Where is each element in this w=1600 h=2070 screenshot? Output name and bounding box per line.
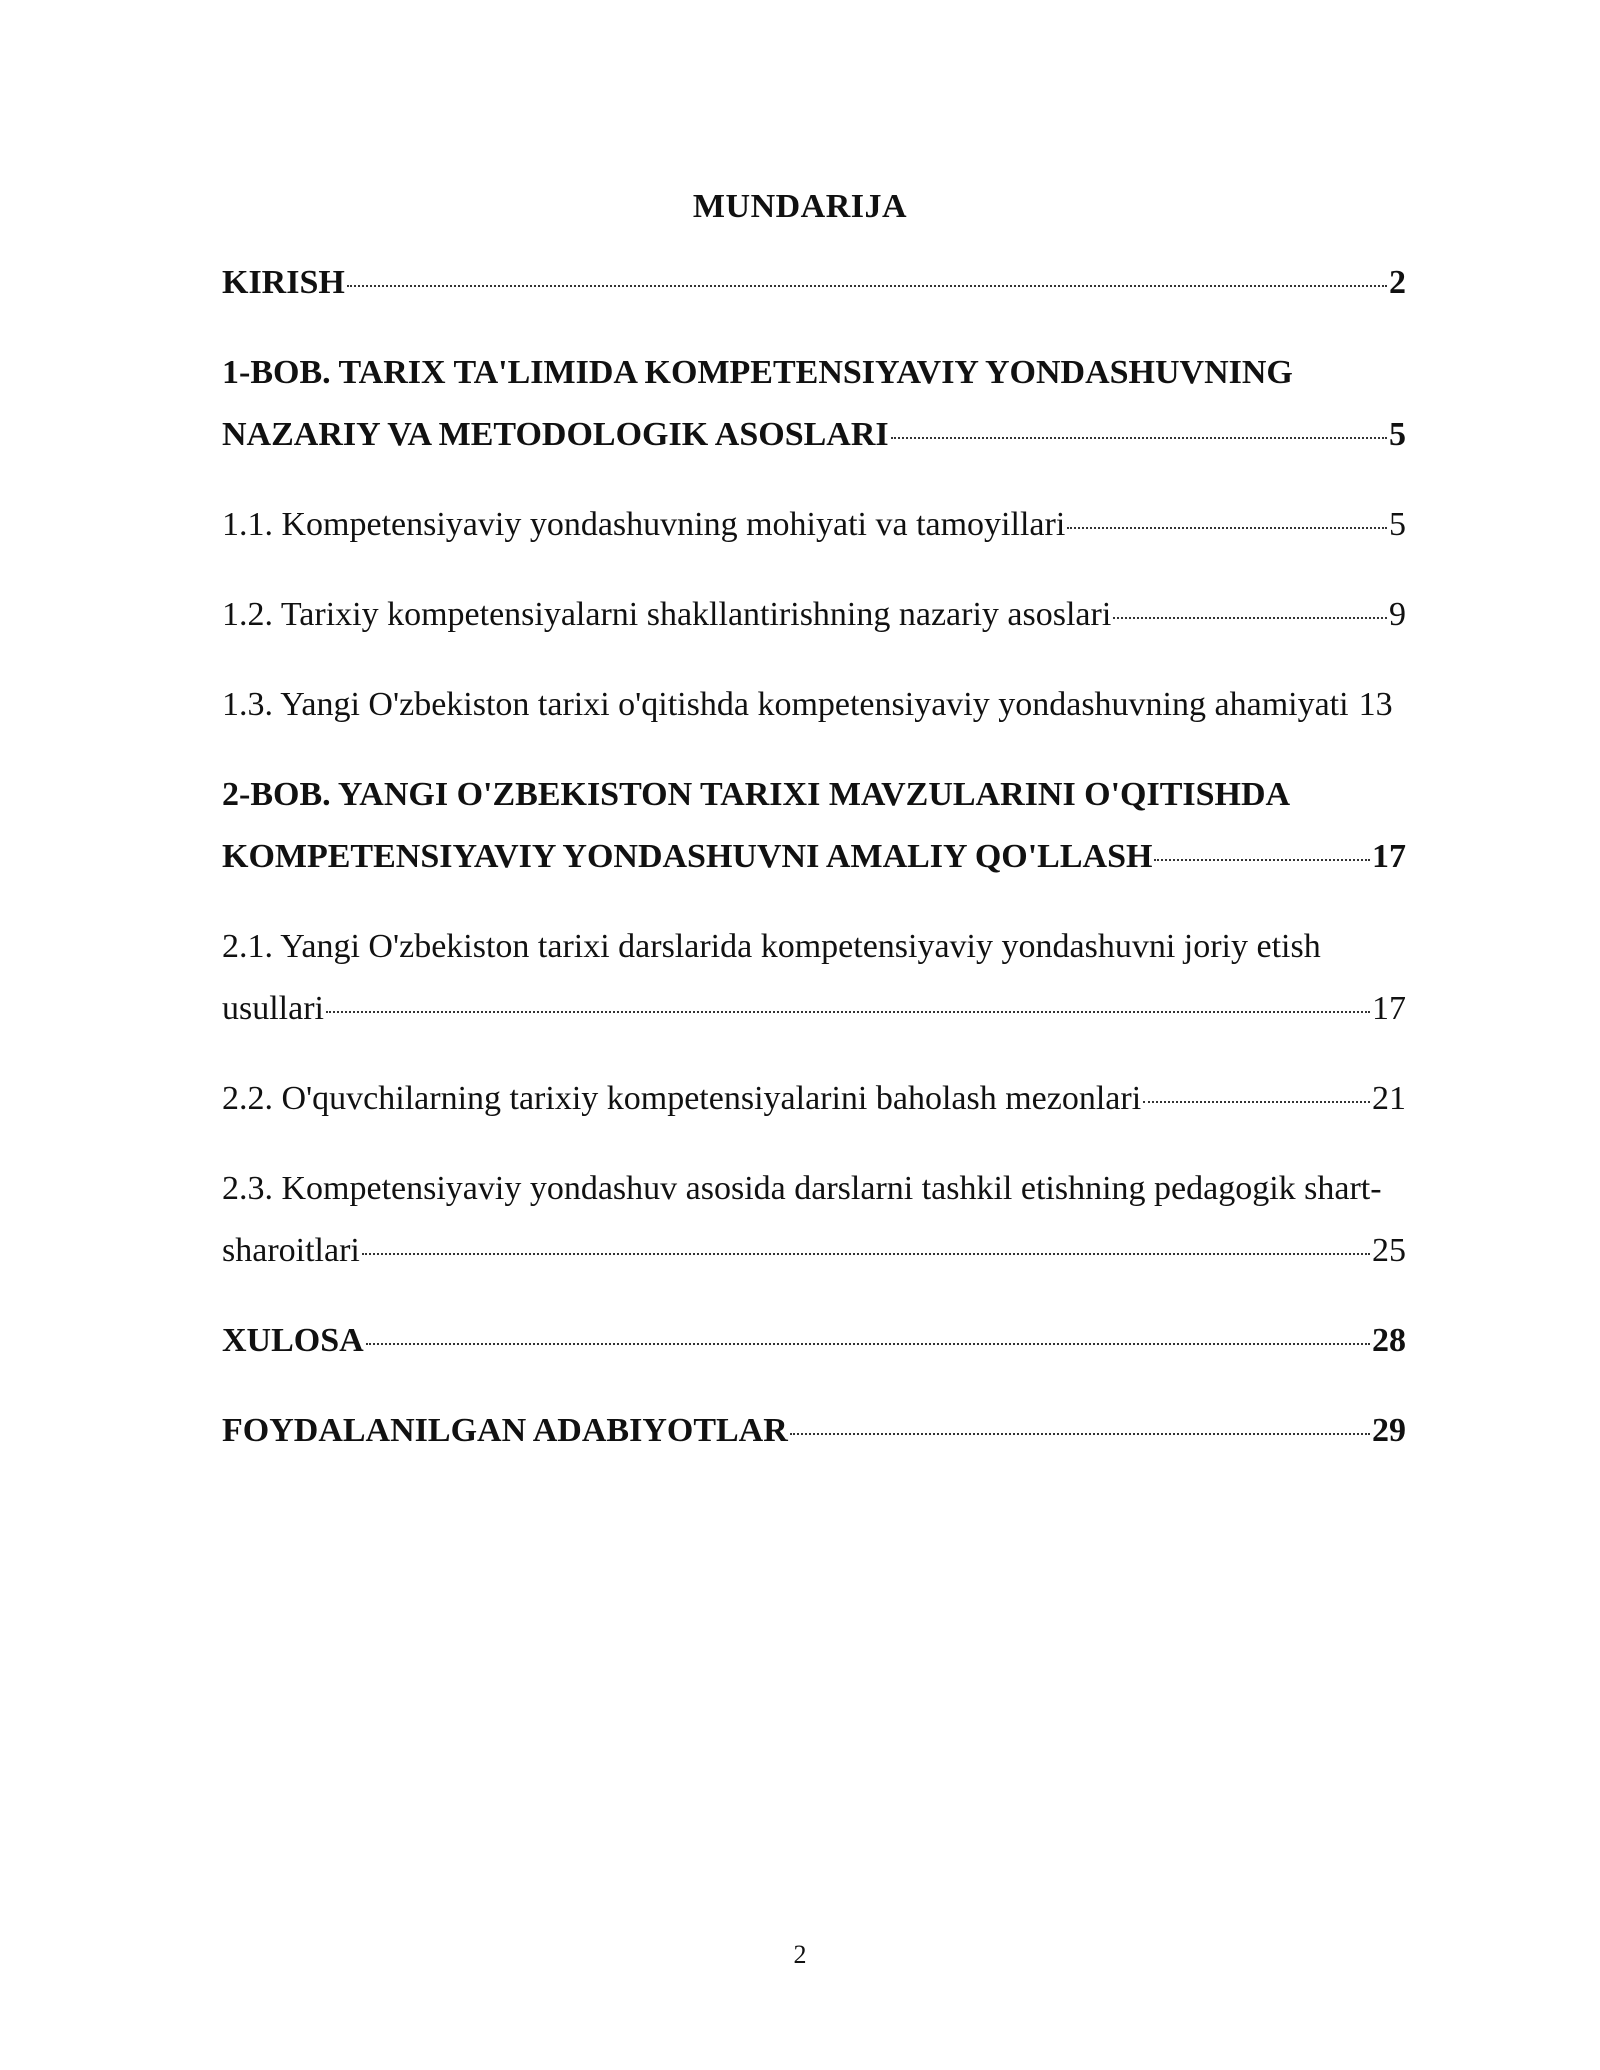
toc-page-number: 9 (1389, 596, 1406, 633)
dot-leader (366, 1343, 1370, 1345)
toc-entry-heading-line: 2.1. Yangi O'zbekiston tarixi darslarida kompetensiyaviy yondashuvni joriy etish (222, 928, 1321, 965)
toc-entry-section-1-2[interactable] (222, 584, 1406, 646)
dot-leader (326, 1011, 1370, 1013)
toc-entry-text: sharoitlari (222, 1232, 360, 1269)
toc-entry-text: KIRISH (222, 264, 345, 301)
toc-entry-xulosa[interactable] (222, 1310, 1406, 1372)
toc-page-number: 17 (1372, 838, 1406, 875)
toc-entry-text: XULOSA (222, 1322, 364, 1359)
toc-entry-heading-line: 2-BOB. YANGI O'ZBEKISTON TARIXI MAVZULARINI O'QITISHDA (222, 776, 1291, 813)
toc-entry-text: 2.2. O'quvchilarning tarixiy kompetensiyalarini baholash mezonlari (222, 1080, 1142, 1117)
dot-leader (790, 1433, 1370, 1435)
toc-page-number: 28 (1372, 1322, 1406, 1359)
toc-entry-section-2-3[interactable] (222, 1158, 1406, 1282)
toc-entry-text: FOYDALANILGAN ADABIYOTLAR (222, 1412, 788, 1449)
toc-entry-chapter-2[interactable] (222, 764, 1406, 888)
page-number-footer: 2 (793, 1940, 807, 1969)
toc-page-number: 5 (1389, 506, 1406, 543)
toc-entry-section-1-1[interactable] (222, 494, 1406, 556)
dot-leader (1067, 527, 1387, 529)
toc-entry-heading-line: 2.3. Kompetensiyaviy yondashuv asosida darslarni tashkil etishning pedagogik shart- (222, 1170, 1382, 1207)
toc-entry-section-1-3[interactable] (222, 674, 1406, 736)
toc-page-number: 21 (1372, 1080, 1406, 1117)
toc-page-number: 5 (1389, 416, 1406, 453)
toc-page-number: 29 (1372, 1412, 1406, 1449)
dot-leader (347, 285, 1387, 287)
toc-title: MUNDARIJA (692, 188, 908, 225)
toc-page-number: 2 (1389, 264, 1406, 301)
toc-page-number: 13 (1358, 686, 1393, 723)
toc-entry-text: NAZARIY VA METODOLOGIK ASOSLARI (222, 416, 889, 453)
toc-entry-text: usullari (222, 990, 324, 1027)
dot-leader (891, 437, 1387, 439)
dot-leader (1113, 617, 1387, 619)
toc-entry-heading-line: 1-BOB. TARIX TA'LIMIDA KOMPETENSIYAVIY YONDASHUVNING (222, 354, 1293, 391)
toc-entry-kirish[interactable] (222, 252, 1406, 314)
dot-leader (1154, 859, 1370, 861)
toc-entry-text: 1.3. Yangi O'zbekiston tarixi o'qitishda kompetensiyaviy yondashuvning ahamiyati (222, 686, 1349, 723)
toc-entry-text: 1.2. Tarixiy kompetensiyalarni shakllantirishning nazariy asoslari (222, 596, 1112, 633)
toc-page-number: 17 (1372, 990, 1406, 1027)
toc-entry-text: KOMPETENSIYAVIY YONDASHUVNI AMALIY QO'LLASH (222, 838, 1153, 875)
toc-entry-adabiyotlar[interactable] (222, 1400, 1406, 1462)
toc-entry-text: 1.1. Kompetensiyaviy yondashuvning mohiyati va tamoyillari (222, 506, 1066, 543)
toc-page-number: 25 (1372, 1232, 1406, 1269)
toc-entry-chapter-1[interactable] (222, 342, 1406, 466)
toc-entry-section-2-2[interactable] (222, 1068, 1406, 1130)
dot-leader (362, 1253, 1370, 1255)
toc-entry-section-2-1[interactable] (222, 916, 1406, 1040)
dot-leader (1143, 1101, 1370, 1103)
